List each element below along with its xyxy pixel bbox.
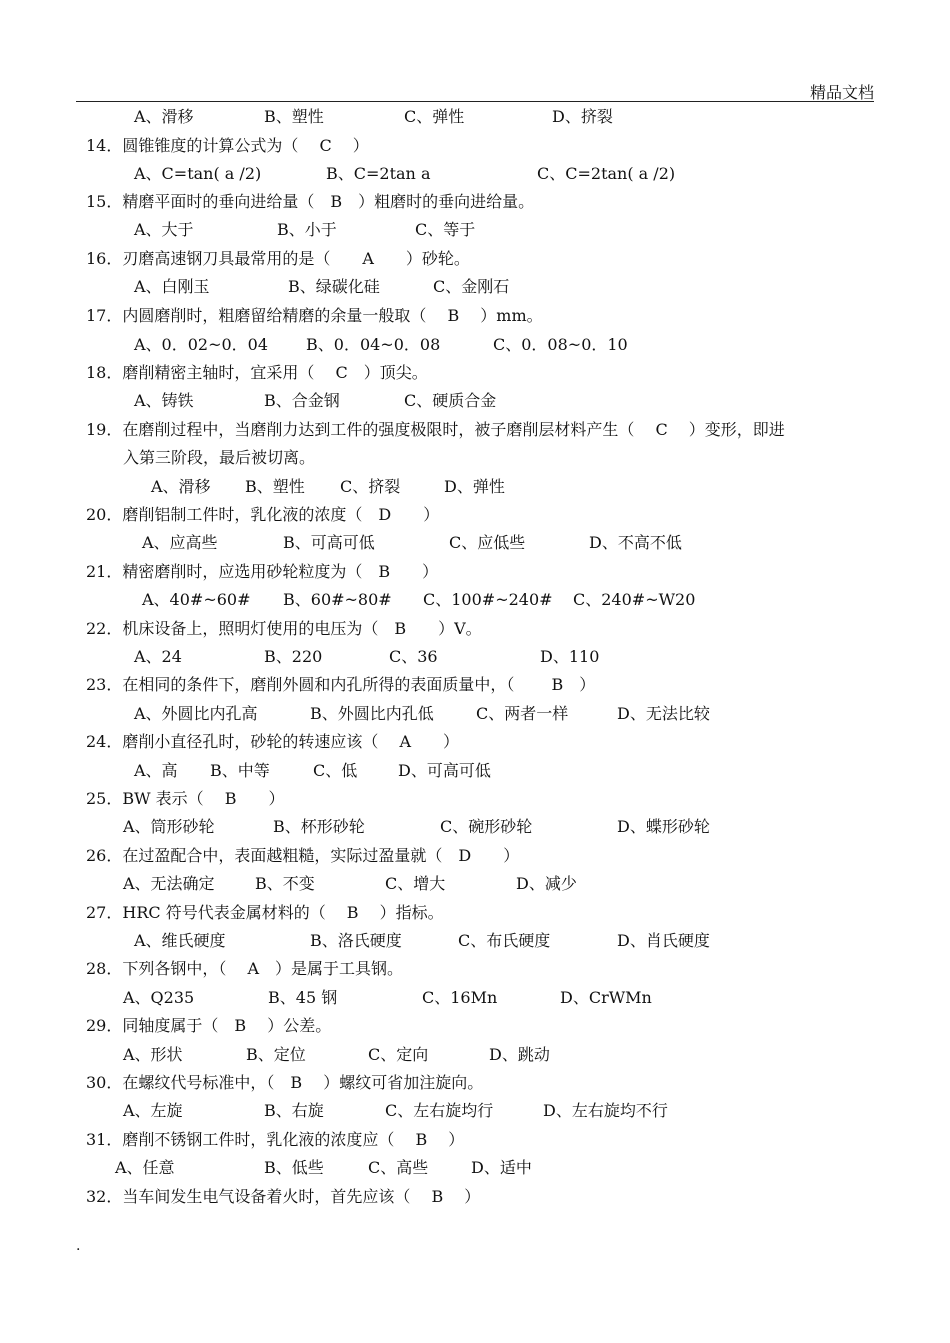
answer-option: B、洛氏硬度 — [310, 931, 402, 950]
answer-option: A、Q235 — [123, 988, 195, 1007]
answer-option: C、金刚石 — [433, 277, 510, 296]
answer-option: A、外圆比内孔高 — [134, 704, 258, 723]
question-text: 19．在磨削过程中，当磨削力达到工件的强度极限时，被子磨削层材料产生（ C ）变形，即进 — [86, 420, 785, 439]
question-text: 28．下列各钢中，（ A ）是属于工具钢。 — [86, 959, 404, 978]
answer-option: A、铸铁 — [134, 391, 194, 410]
answer-option: A、形状 — [123, 1045, 183, 1064]
answer-option: A、应高些 — [142, 533, 218, 552]
answer-option: C、硬质合金 — [404, 391, 497, 410]
answer-option: A、滑移 — [134, 107, 194, 126]
answer-option: B、外圆比内孔低 — [310, 704, 434, 723]
answer-option: A、滑移 — [151, 477, 211, 496]
answer-option: B、杯形砂轮 — [273, 817, 365, 836]
question-text: 14．圆锥锥度的计算公式为（ C ） — [86, 136, 369, 155]
question-text: 23．在相同的条件下，磨削外圆和内孔所得的表面质量中，（ B ） — [86, 675, 596, 694]
question-text: 18．磨削精密主轴时，宜采用（ C ）顶尖。 — [86, 363, 428, 382]
answer-option: C、低 — [313, 761, 358, 780]
answer-option: A、24 — [134, 647, 182, 666]
answer-option: D、减少 — [516, 874, 577, 893]
answer-option: B、45 钢 — [268, 988, 338, 1007]
question-text: 29．同轴度属于（ B ）公差。 — [86, 1016, 332, 1035]
answer-option: D、肖氏硬度 — [617, 931, 710, 950]
answer-option: A、筒形砂轮 — [123, 817, 215, 836]
question-text: 30．在螺纹代号标准中，（ B ）螺纹可省加注旋向。 — [86, 1073, 484, 1092]
answer-option: C、高些 — [368, 1158, 429, 1177]
answer-option: B、0．04~0．08 — [306, 335, 441, 354]
footer-mark: . — [76, 1238, 81, 1254]
answer-option: B、可高可低 — [283, 533, 375, 552]
answer-option: A、维氏硬度 — [134, 931, 226, 950]
answer-option: A、高 — [134, 761, 178, 780]
answer-option: C、挤裂 — [340, 477, 401, 496]
answer-option: B、60#~80# — [283, 590, 392, 609]
question-text: 24．磨削小直径孔时，砂轮的转速应该（ A ） — [86, 732, 460, 751]
answer-option: C、左右旋均行 — [385, 1101, 494, 1120]
answer-option: C、布氏硬度 — [458, 931, 551, 950]
answer-option: A、C=tan( a /2) — [134, 164, 262, 183]
answer-option: B、中等 — [210, 761, 270, 780]
question-text: 15．精磨平面时的垂向进给量（ B ）粗磨时的垂向进给量。 — [86, 192, 535, 211]
answer-option: A、无法确定 — [123, 874, 215, 893]
answer-option: B、绿碳化硅 — [288, 277, 380, 296]
answer-option: B、塑性 — [245, 477, 305, 496]
answer-option: B、右旋 — [264, 1101, 324, 1120]
answer-option: C、应低些 — [449, 533, 526, 552]
answer-option: C、16Mn — [422, 988, 498, 1007]
header-label: 精品文档 — [809, 83, 874, 102]
answer-option: D、蝶形砂轮 — [617, 817, 710, 836]
answer-option: B、不变 — [255, 874, 315, 893]
question-text: 16．刃磨高速钢刀具最常用的是（ A ）砂轮。 — [86, 249, 470, 268]
answer-option: D、挤裂 — [552, 107, 613, 126]
question-text: 27．HRC 符号代表金属材料的（ B ）指标。 — [86, 903, 444, 922]
question-text: 17．内圆磨削时，粗磨留给精磨的余量一般取（ B ）mm。 — [86, 306, 543, 325]
question-text: 21．精密磨削时，应选用砂轮粒度为（ B ） — [86, 562, 439, 581]
answer-option: B、C=2tan a — [326, 164, 431, 183]
answer-option: D、CrWMn — [560, 988, 652, 1007]
answer-option: C、增大 — [385, 874, 446, 893]
answer-option: D、弹性 — [444, 477, 505, 496]
answer-option: C、两者一样 — [476, 704, 569, 723]
question-text: 22．机床设备上，照明灯使用的电压为（ B ）V。 — [86, 619, 482, 638]
answer-option: D、无法比较 — [617, 704, 710, 723]
question-text: 20．磨削铝制工件时，乳化液的浓度（ D ） — [86, 505, 440, 524]
answer-option: B、塑性 — [264, 107, 324, 126]
answer-option: C、240#~W20 — [573, 590, 696, 609]
answer-option: B、定位 — [246, 1045, 306, 1064]
answer-option: A、40#~60# — [142, 590, 251, 609]
answer-option: A、大于 — [134, 220, 194, 239]
answer-option: D、左右旋均不行 — [543, 1101, 668, 1120]
answer-option: A、0．02~0．04 — [134, 335, 269, 354]
answer-option: A、白刚玉 — [134, 277, 210, 296]
answer-option: C、碗形砂轮 — [440, 817, 533, 836]
answer-option: C、0．08~0．10 — [493, 335, 628, 354]
answer-option: D、适中 — [471, 1158, 532, 1177]
answer-option: D、不高不低 — [589, 533, 682, 552]
answer-option: C、弹性 — [404, 107, 465, 126]
answer-option: B、220 — [264, 647, 323, 666]
answer-option: B、合金钢 — [264, 391, 340, 410]
answer-option: C、36 — [389, 647, 438, 666]
answer-option: B、低些 — [264, 1158, 324, 1177]
answer-option: C、C=2tan( a /2) — [537, 164, 676, 183]
question-text: 25．BW 表示（ B ） — [86, 789, 285, 808]
answer-option: A、任意 — [115, 1158, 175, 1177]
answer-option: A、左旋 — [123, 1101, 183, 1120]
question-text-continuation: 入第三阶段，最后被切离。 — [123, 448, 316, 467]
answer-option: D、跳动 — [489, 1045, 550, 1064]
header-rule — [76, 101, 874, 102]
answer-option: B、小于 — [277, 220, 337, 239]
question-text: 31．磨削不锈钢工件时，乳化液的浓度应（ B ） — [86, 1130, 465, 1149]
answer-option: C、等于 — [415, 220, 476, 239]
question-text: 32．当车间发生电气设备着火时，首先应该（ B ） — [86, 1187, 481, 1206]
answer-option: D、可高可低 — [398, 761, 491, 780]
answer-option: C、100#~240# — [423, 590, 553, 609]
question-text: 26．在过盈配合中，表面越粗糙，实际过盈量就（ D ） — [86, 846, 520, 865]
answer-option: D、110 — [540, 647, 600, 666]
answer-option: C、定向 — [368, 1045, 429, 1064]
